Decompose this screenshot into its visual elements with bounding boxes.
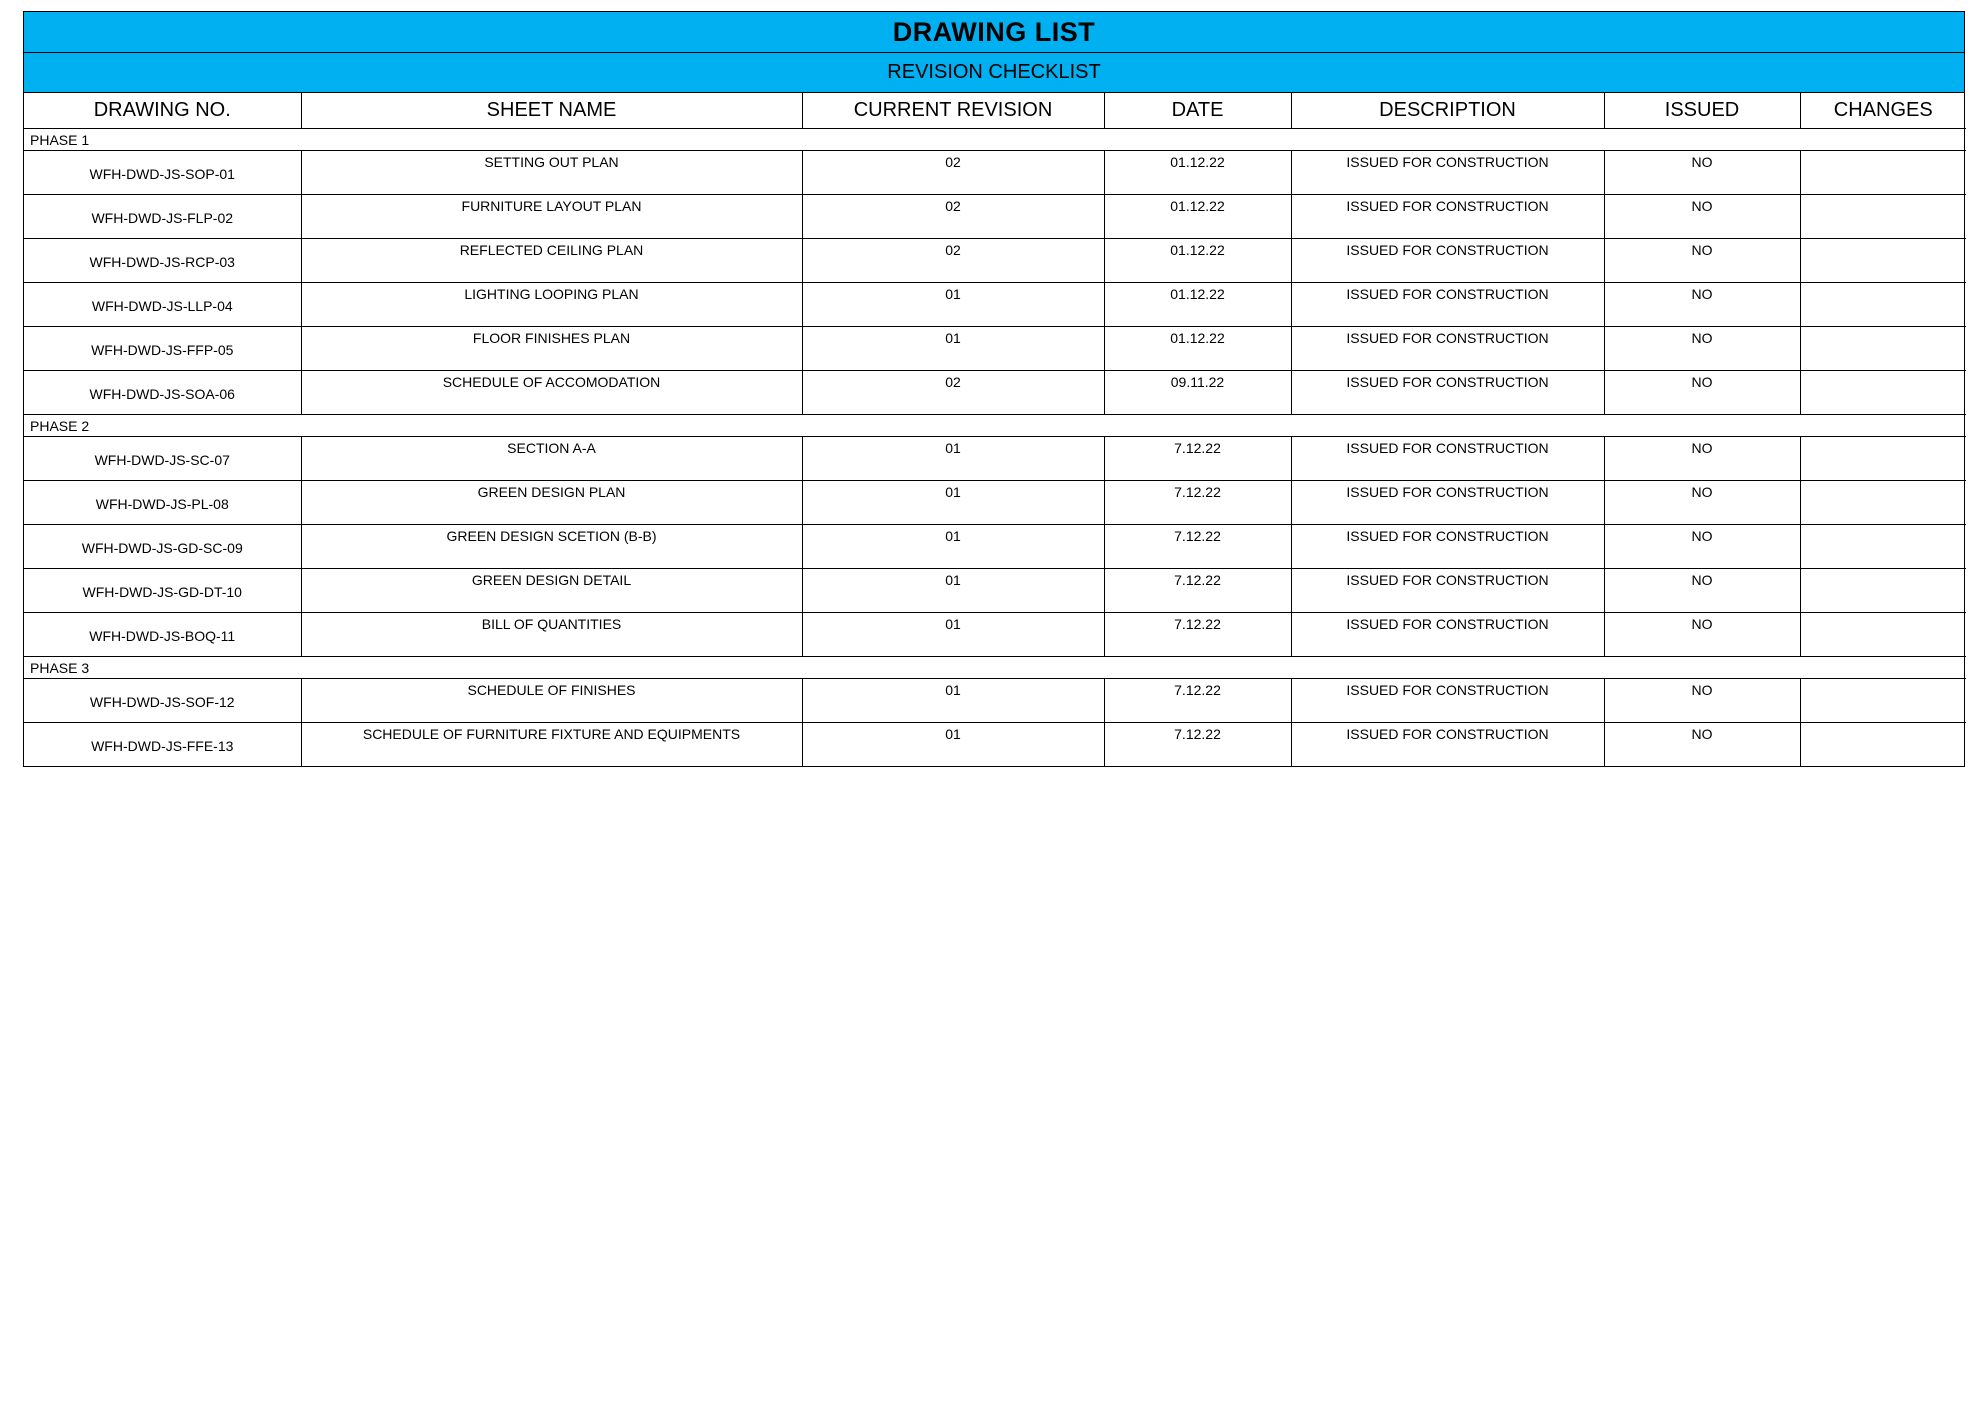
date-cell: 7.12.22 [1104, 679, 1291, 723]
revision-cell: 01 [802, 437, 1104, 481]
date-cell: 01.12.22 [1104, 151, 1291, 195]
description-cell: ISSUED FOR CONSTRUCTION [1291, 195, 1604, 239]
table-row [24, 239, 1966, 283]
changes-cell [1800, 239, 1966, 283]
revision-cell: 01 [802, 525, 1104, 569]
page-subtitle: REVISION CHECKLIST [24, 53, 1964, 93]
changes-cell [1800, 371, 1966, 415]
page-title: DRAWING LIST [24, 12, 1964, 53]
description-cell: ISSUED FOR CONSTRUCTION [1291, 239, 1604, 283]
column-header-drawing-no: DRAWING NO. [24, 93, 301, 129]
sheet-name-cell: REFLECTED CEILING PLAN [301, 239, 802, 283]
date-cell: 7.12.22 [1104, 569, 1291, 613]
revision-cell: 02 [802, 371, 1104, 415]
date-cell: 7.12.22 [1104, 613, 1291, 657]
drawing-no-cell: WFH-DWD-JS-GD-DT-10 [24, 569, 301, 613]
changes-cell [1800, 195, 1966, 239]
drawing-no-cell: WFH-DWD-JS-PL-08 [24, 481, 301, 525]
date-cell: 01.12.22 [1104, 327, 1291, 371]
changes-cell [1800, 569, 1966, 613]
table-body [24, 129, 1966, 767]
date-cell: 7.12.22 [1104, 437, 1291, 481]
revision-cell: 01 [802, 679, 1104, 723]
issued-cell: NO [1604, 327, 1800, 371]
sheet-name-cell: SCHEDULE OF ACCOMODATION [301, 371, 802, 415]
revision-cell: 02 [802, 195, 1104, 239]
sheet-name-cell: SECTION A-A [301, 437, 802, 481]
issued-cell: NO [1604, 437, 1800, 481]
changes-cell [1800, 481, 1966, 525]
date-cell: 7.12.22 [1104, 525, 1291, 569]
phase-label: PHASE 2 [24, 415, 1966, 437]
table-row [24, 195, 1966, 239]
changes-cell [1800, 151, 1966, 195]
issued-cell: NO [1604, 283, 1800, 327]
phase-row [24, 415, 1966, 437]
description-cell: ISSUED FOR CONSTRUCTION [1291, 481, 1604, 525]
changes-cell [1800, 525, 1966, 569]
issued-cell: NO [1604, 371, 1800, 415]
column-header-description: DESCRIPTION [1291, 93, 1604, 129]
drawing-no-cell: WFH-DWD-JS-LLP-04 [24, 283, 301, 327]
phase-row [24, 129, 1966, 151]
table-row [24, 371, 1966, 415]
description-cell: ISSUED FOR CONSTRUCTION [1291, 569, 1604, 613]
issued-cell: NO [1604, 569, 1800, 613]
issued-cell: NO [1604, 239, 1800, 283]
issued-cell: NO [1604, 679, 1800, 723]
table-row [24, 437, 1966, 481]
date-cell: 01.12.22 [1104, 283, 1291, 327]
description-cell: ISSUED FOR CONSTRUCTION [1291, 327, 1604, 371]
changes-cell [1800, 613, 1966, 657]
sheet-name-cell: FURNITURE LAYOUT PLAN [301, 195, 802, 239]
drawing-no-cell: WFH-DWD-JS-SC-07 [24, 437, 301, 481]
drawing-no-cell: WFH-DWD-JS-SOF-12 [24, 679, 301, 723]
drawing-no-cell: WFH-DWD-JS-BOQ-11 [24, 613, 301, 657]
issued-cell: NO [1604, 481, 1800, 525]
date-cell: 09.11.22 [1104, 371, 1291, 415]
phase-label: PHASE 3 [24, 657, 1966, 679]
issued-cell: NO [1604, 195, 1800, 239]
sheet-name-cell: GREEN DESIGN SCETION (B-B) [301, 525, 802, 569]
drawing-no-cell: WFH-DWD-JS-FLP-02 [24, 195, 301, 239]
date-cell: 01.12.22 [1104, 239, 1291, 283]
sheet-name-cell: BILL OF QUANTITIES [301, 613, 802, 657]
sheet-name-cell: GREEN DESIGN PLAN [301, 481, 802, 525]
column-header-sheet-name: SHEET NAME [301, 93, 802, 129]
table-row [24, 613, 1966, 657]
column-header-changes: CHANGES [1800, 93, 1966, 129]
date-cell: 7.12.22 [1104, 481, 1291, 525]
sheet-name-cell: SETTING OUT PLAN [301, 151, 802, 195]
description-cell: ISSUED FOR CONSTRUCTION [1291, 525, 1604, 569]
sheet-name-cell: SCHEDULE OF FURNITURE FIXTURE AND EQUIPMENTS [301, 723, 802, 767]
table-row [24, 525, 1966, 569]
revision-cell: 01 [802, 283, 1104, 327]
changes-cell [1800, 283, 1966, 327]
drawing-no-cell: WFH-DWD-JS-SOP-01 [24, 151, 301, 195]
drawing-list-sheet [23, 11, 1965, 767]
drawing-no-cell: WFH-DWD-JS-GD-SC-09 [24, 525, 301, 569]
description-cell: ISSUED FOR CONSTRUCTION [1291, 613, 1604, 657]
column-header-issued: ISSUED [1604, 93, 1800, 129]
drawing-no-cell: WFH-DWD-JS-FFP-05 [24, 327, 301, 371]
sheet-name-cell: LIGHTING LOOPING PLAN [301, 283, 802, 327]
description-cell: ISSUED FOR CONSTRUCTION [1291, 723, 1604, 767]
revision-cell: 01 [802, 613, 1104, 657]
revision-cell: 02 [802, 151, 1104, 195]
phase-row [24, 657, 1966, 679]
table-row [24, 481, 1966, 525]
issued-cell: NO [1604, 723, 1800, 767]
revision-cell: 01 [802, 481, 1104, 525]
sheet-name-cell: GREEN DESIGN DETAIL [301, 569, 802, 613]
changes-cell [1800, 679, 1966, 723]
column-header-date: DATE [1104, 93, 1291, 129]
changes-cell [1800, 723, 1966, 767]
table-row [24, 569, 1966, 613]
date-cell: 01.12.22 [1104, 195, 1291, 239]
drawing-table [24, 93, 1966, 766]
changes-cell [1800, 437, 1966, 481]
column-header-current-revision: CURRENT REVISION [802, 93, 1104, 129]
table-row [24, 151, 1966, 195]
description-cell: ISSUED FOR CONSTRUCTION [1291, 437, 1604, 481]
date-cell: 7.12.22 [1104, 723, 1291, 767]
drawing-no-cell: WFH-DWD-JS-SOA-06 [24, 371, 301, 415]
sheet-name-cell: SCHEDULE OF FINISHES [301, 679, 802, 723]
drawing-no-cell: WFH-DWD-JS-FFE-13 [24, 723, 301, 767]
issued-cell: NO [1604, 613, 1800, 657]
description-cell: ISSUED FOR CONSTRUCTION [1291, 151, 1604, 195]
issued-cell: NO [1604, 525, 1800, 569]
sheet-name-cell: FLOOR FINISHES PLAN [301, 327, 802, 371]
revision-cell: 02 [802, 239, 1104, 283]
revision-cell: 01 [802, 569, 1104, 613]
description-cell: ISSUED FOR CONSTRUCTION [1291, 679, 1604, 723]
table-row [24, 679, 1966, 723]
description-cell: ISSUED FOR CONSTRUCTION [1291, 283, 1604, 327]
revision-cell: 01 [802, 723, 1104, 767]
drawing-no-cell: WFH-DWD-JS-RCP-03 [24, 239, 301, 283]
table-row [24, 723, 1966, 767]
changes-cell [1800, 327, 1966, 371]
description-cell: ISSUED FOR CONSTRUCTION [1291, 371, 1604, 415]
header-row [24, 93, 1966, 129]
phase-label: PHASE 1 [24, 129, 1966, 151]
table-row [24, 327, 1966, 371]
table-row [24, 283, 1966, 327]
issued-cell: NO [1604, 151, 1800, 195]
revision-cell: 01 [802, 327, 1104, 371]
